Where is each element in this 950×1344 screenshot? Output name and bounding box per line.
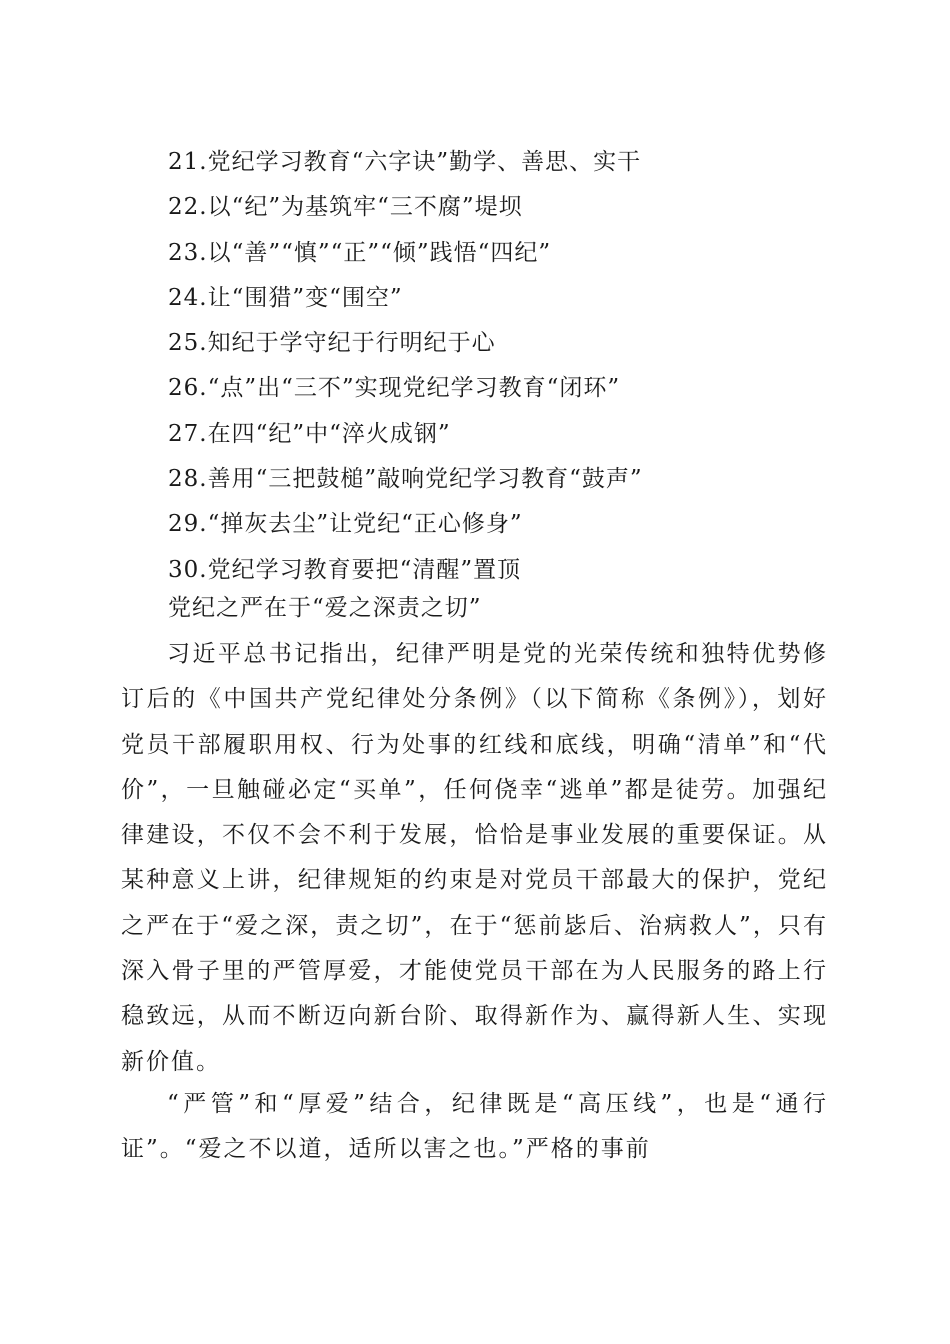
body-paragraph: 习近平总书记指出，纪律严明是党的光荣传统和独特优势修订后的《中国共产党纪律处分条例》（以下简称《条例》），划好党员干部履职用权、行为处事的红线和底线，明确“清单”和“代价”，一旦触碰必定“买单”，任何侥幸“逃单”都是徒劳。加强纪律建设，不仅不会不利于发展，恰恰是事业发展的重要保证。从某种意义上讲，纪律规矩的约束是对党员干部最大的保护，党纪之严在于“爱之深，责之切”，在于“惩前毖后、治病救人”，只有深入骨子里的严管厚爱，才能使党员干部在为人民服务的路上行稳致远，从而不断迈向新台阶、取得新作为、赢得新人生、实现新价值。 <box>121 641 828 1075</box>
list-item: 22.以“纪”为基筑牢“三不腐”堤坝 <box>168 194 523 221</box>
list-item: 29.“掸灰去尘”让党纪“正心修身” <box>168 511 523 538</box>
article-title: 党纪之严在于“爱之深责之切” <box>168 595 482 621</box>
list-item: 23.以“善”“慎”“正”“倾”践悟“四纪” <box>168 239 552 266</box>
list-item: 27.在四“纪”中“淬火成钢” <box>168 420 451 447</box>
title-list <box>168 140 868 593</box>
list-item: 25.知纪于学守纪于行明纪于心 <box>168 330 496 357</box>
list-item: 21.党纪学习教育“六字诀”勤学、善思、实干 <box>168 149 642 175</box>
list-item: 26.“点”出“三不”实现党纪学习教育“闭环” <box>168 375 621 402</box>
list-item: 28.善用“三把鼓槌”敲响党纪学习教育“鼓声” <box>168 466 643 493</box>
list-item: 30.党纪学习教育要把“清醒”置顶 <box>168 556 522 583</box>
body-paragraph: “严管”和“厚爱”结合，纪律既是“高压线”，也是“通行证”。“爱之不以道，适所以害之也。”严格的事前 <box>121 1091 828 1163</box>
list-item: 24.让“围猎”变“围空” <box>168 284 403 311</box>
